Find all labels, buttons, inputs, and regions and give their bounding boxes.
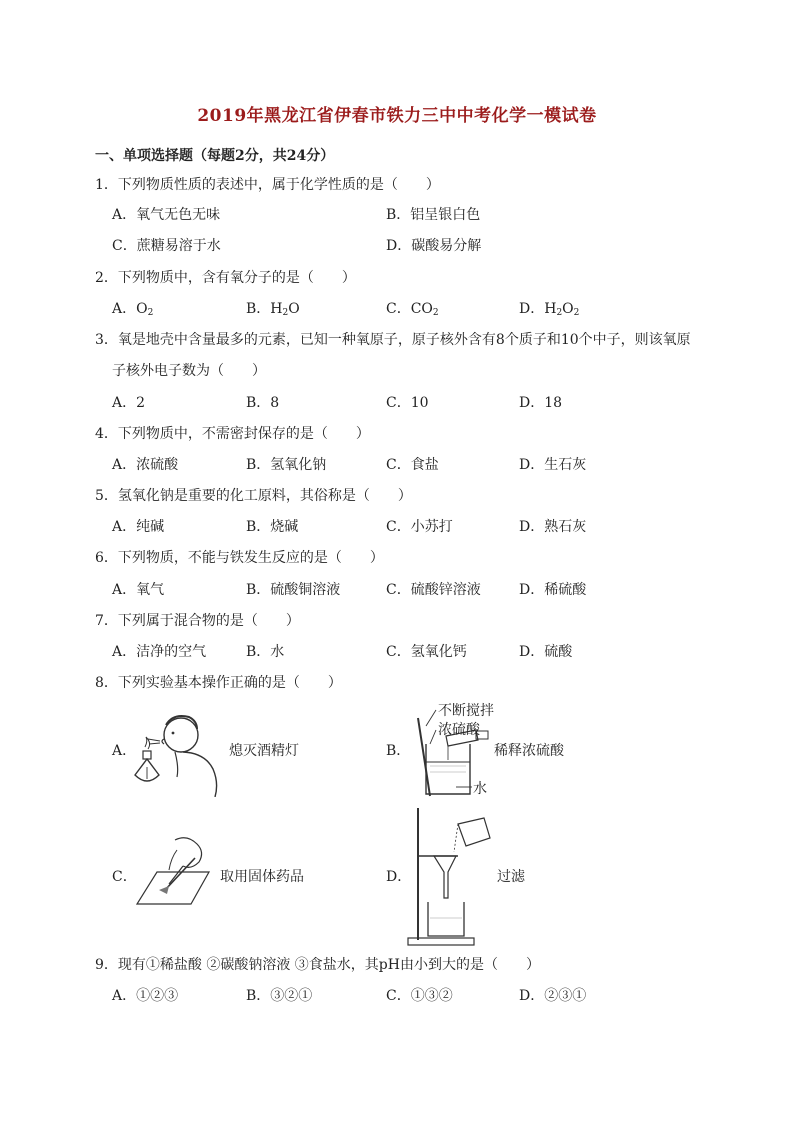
q2-option-a[interactable] <box>112 300 153 318</box>
q3-option-c[interactable]: C．10 <box>386 395 429 411</box>
q1-option-b[interactable]: B．铝呈银白色 <box>386 207 481 223</box>
q3-option-d[interactable]: D．18 <box>519 395 563 411</box>
q4-option-c[interactable]: C．食盐 <box>386 457 439 473</box>
q8-figure-b-label-water: 水 <box>473 781 487 797</box>
question-3-stem: 3．氧是地壳中含量最多的元素，已知一种氧原子，原子核外含有8个质子和10个中子，则该氧原 <box>95 332 691 348</box>
q9-option-a[interactable]: A．①②③ <box>112 988 179 1004</box>
question-9-stem: 9．现有①稀盐酸 ②碳酸钠溶液 ③食盐水，其pH由小到大的是（ ） <box>95 957 540 973</box>
q7-option-a[interactable]: A．洁净的空气 <box>112 644 207 660</box>
q6-option-b[interactable]: B．硫酸铜溶液 <box>246 582 341 598</box>
question-8-stem: 8．下列实验基本操作正确的是（ ） <box>95 675 342 691</box>
question-5-stem: 5．氢氧化钠是重要的化工原料，其俗称是（ ） <box>95 488 412 504</box>
q2-d-subscript-2: 2 <box>573 308 580 318</box>
q7-option-b[interactable]: B．水 <box>246 644 285 660</box>
q8-option-d[interactable]: D． <box>386 869 412 885</box>
question-3-stem-cont: 子核外电子数为（ ） <box>112 363 266 379</box>
extinguish-lamp-figure <box>133 707 223 797</box>
q5-option-b[interactable]: B．烧碱 <box>246 519 299 535</box>
q9-option-c[interactable]: C．①③② <box>386 988 453 1004</box>
q8-figure-d-caption: 过滤 <box>497 869 525 885</box>
q2-d-formula: D．H <box>519 301 557 317</box>
question-6-stem: 6．下列物质，不能与铁发生反应的是（ ） <box>95 550 384 566</box>
q8-figure-b-label-stir: 不断搅拌 <box>438 703 494 719</box>
q2-d-formula-mid: O <box>562 301 574 317</box>
q7-option-c[interactable]: C．氢氧化钙 <box>386 644 467 660</box>
q6-option-a[interactable]: A．氧气 <box>112 582 165 598</box>
q2-option-c[interactable] <box>386 300 439 318</box>
q8-option-b[interactable]: B． <box>386 743 411 759</box>
q4-option-b[interactable]: B．氢氧化钠 <box>246 457 327 473</box>
q2-c-subscript: 2 <box>432 308 439 318</box>
take-solid-reagent-figure <box>135 830 215 908</box>
question-7-stem: 7．下列属于混合物的是（ ） <box>95 613 300 629</box>
q8-option-a[interactable]: A． <box>112 743 137 759</box>
q7-option-d[interactable]: D．硫酸 <box>519 644 573 660</box>
page-title: 2019年黑龙江省伊春市铁力三中中考化学一模试卷 <box>197 106 597 126</box>
q8-figure-b-label-acid: 浓硫酸 <box>438 722 480 738</box>
q3-option-b[interactable]: B．8 <box>246 395 280 411</box>
q9-option-d[interactable]: D．②③① <box>519 988 587 1004</box>
q2-b-formula: B．H <box>246 301 283 317</box>
q8-figure-c-caption: 取用固体药品 <box>220 869 304 885</box>
q4-option-d[interactable]: D．生石灰 <box>519 457 587 473</box>
q8-figure-a-caption: 熄灭酒精灯 <box>229 743 299 759</box>
q5-option-a[interactable]: A．纯碱 <box>112 519 165 535</box>
question-2-stem: 2．下列物质中，含有氧分子的是（ ） <box>95 270 356 286</box>
filtration-figure <box>406 806 496 948</box>
q5-option-d[interactable]: D．熟石灰 <box>519 519 587 535</box>
q4-option-a[interactable]: A．浓硫酸 <box>112 457 179 473</box>
q2-b-subscript: 2 <box>282 308 289 318</box>
q2-d-subscript: 2 <box>556 308 563 318</box>
q8-option-c[interactable]: C． <box>112 869 137 885</box>
q3-option-a[interactable]: A．2 <box>112 395 146 411</box>
question-1-stem: 1．下列物质性质的表述中，属于化学性质的是（ ） <box>95 177 440 193</box>
q1-option-d[interactable]: D．碳酸易分解 <box>386 238 482 254</box>
q6-option-d[interactable]: D．稀硫酸 <box>519 582 587 598</box>
question-4-stem: 4．下列物质中，不需密封保存的是（ ） <box>95 426 370 442</box>
q2-option-d[interactable] <box>519 300 579 318</box>
q2-b-formula-end: O <box>288 301 300 317</box>
q1-option-a[interactable]: A．氧气无色无味 <box>112 207 221 223</box>
q9-option-b[interactable]: B．③②① <box>246 988 313 1004</box>
q2-a-subscript: 2 <box>147 308 154 318</box>
q2-c-formula: C．CO <box>386 301 433 317</box>
q6-option-c[interactable]: C．硫酸锌溶液 <box>386 582 481 598</box>
q8-figure-b-caption: 稀释浓硫酸 <box>494 743 564 759</box>
q5-option-c[interactable]: C．小苏打 <box>386 519 453 535</box>
q2-a-formula: A．O <box>112 301 148 317</box>
q1-option-c[interactable]: C．蔗糖易溶于水 <box>112 238 221 254</box>
q2-option-b[interactable] <box>246 300 300 318</box>
section-heading: 一、单项选择题（每题2分，共24分） <box>95 148 335 164</box>
